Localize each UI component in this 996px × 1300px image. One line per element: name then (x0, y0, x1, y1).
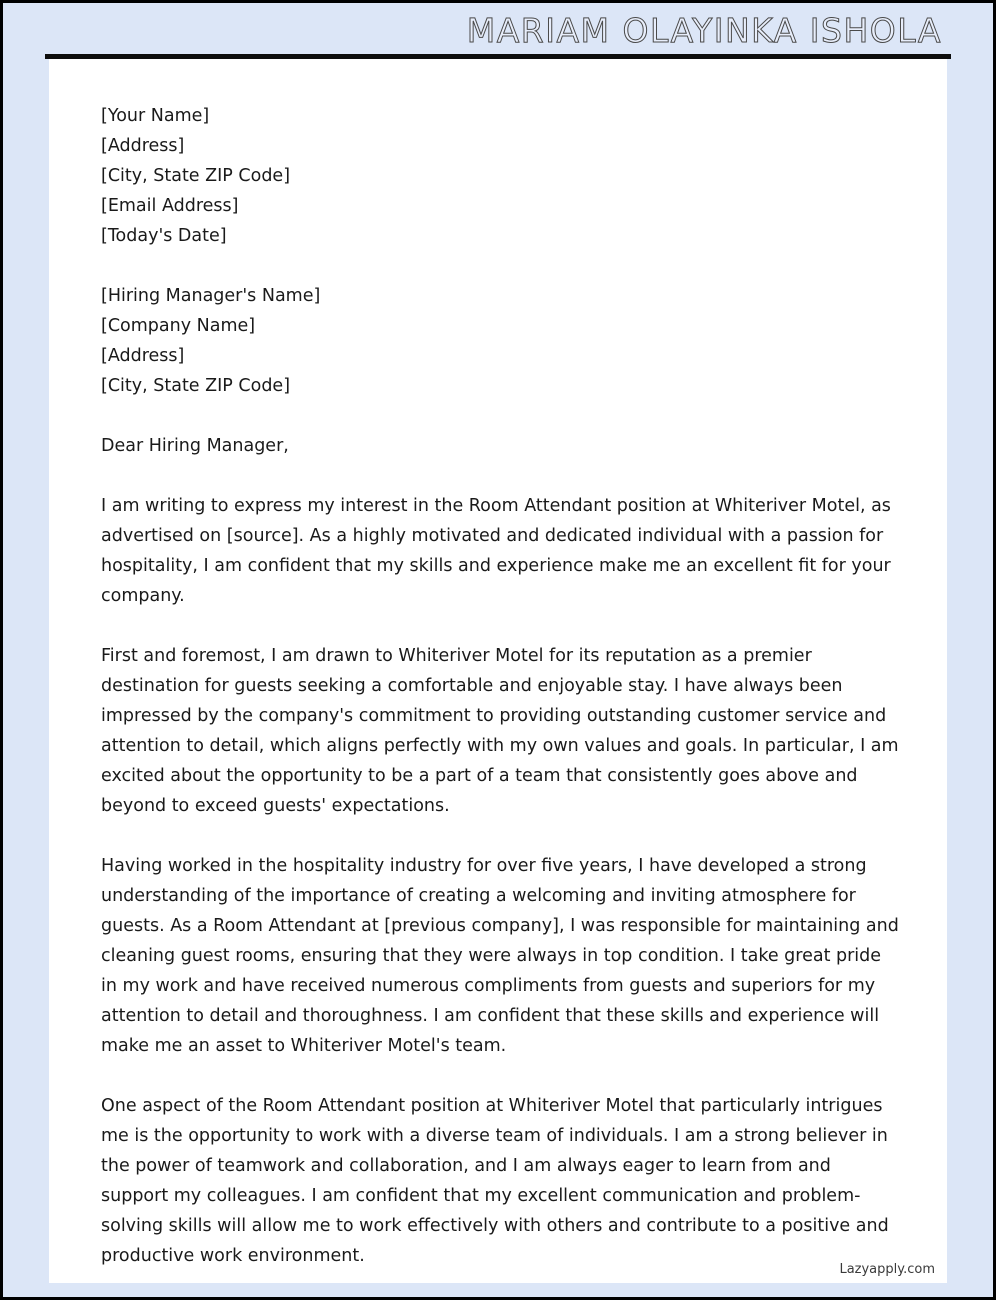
spacer (101, 401, 899, 431)
document-header (6, 6, 990, 54)
sender-line: [Email Address] (101, 196, 239, 216)
spacer (101, 1061, 899, 1091)
cover-letter-body (49, 59, 947, 1271)
sender-line: [Today's Date] (101, 226, 227, 246)
sender-line: [Address] (101, 136, 185, 156)
letter-paragraph: Having worked in the hospitality industry for over five years, I have developed a strong understanding of the importance of creating a welcoming and inviting atmosphere for guests. As a Room Attendant at [previous company], I was responsible for maintaining and cleaning guest rooms, ensuring that they were always in top condition. I take great pride in my work and have received numerous compliments from guests and superiors for my attention to detail and thoroughness. I am confident that these skills and experience will make me an asset to Whiteriver Motel's team. (101, 856, 899, 1056)
spacer (101, 461, 899, 491)
recipient-line: [Company Name] (101, 316, 256, 336)
recipient-line: [Hiring Manager's Name] (101, 286, 321, 306)
sender-line: [Your Name] (101, 106, 210, 126)
sender-line: [City, State ZIP Code] (101, 166, 291, 186)
recipient-address-block (101, 281, 899, 401)
letter-sheet (49, 59, 947, 1283)
letter-paragraph: First and foremost, I am drawn to Whiteriver Motel for its reputation as a premier destination for guests seeking a comfortable and enjoyable stay. I have always been impressed by the company's commitment to providing outstanding customer service and attention to detail, which aligns perfectly with my own values and goals. In particular, I am excited about the opportunity to be a part of a team that consistently goes above and beyond to exceed guests' expectations. (101, 646, 899, 816)
spacer (101, 821, 899, 851)
letter-paragraph: I am writing to express my interest in the Room Attendant position at Whiteriver Motel, as advertised on [source]. As a highly motivated and dedicated individual with a passion for hospitality, I am confident that my skills and experience make me an excellent fit for your company. (101, 496, 891, 606)
salutation: Dear Hiring Manager, (101, 436, 289, 456)
spacer (101, 611, 899, 641)
letter-paragraph: One aspect of the Room Attendant position at Whiteriver Motel that particularly intrigues me is the opportunity to work with a diverse team of individuals. I am a strong believer in the power of teamwork and collaboration, and I am always eager to learn from and support my colleagues. I am confident that my excellent communication and problem-solving skills will allow me to work effectively with others and contribute to a positive and productive work environment. (101, 1096, 889, 1266)
page-title: MARIAM OLAYINKA ISHOLA (466, 10, 942, 50)
recipient-line: [Address] (101, 346, 185, 366)
watermark: Lazyapply.com (839, 1262, 935, 1277)
sender-address-block (101, 101, 899, 251)
spacer (101, 251, 899, 281)
recipient-line: [City, State ZIP Code] (101, 376, 291, 396)
